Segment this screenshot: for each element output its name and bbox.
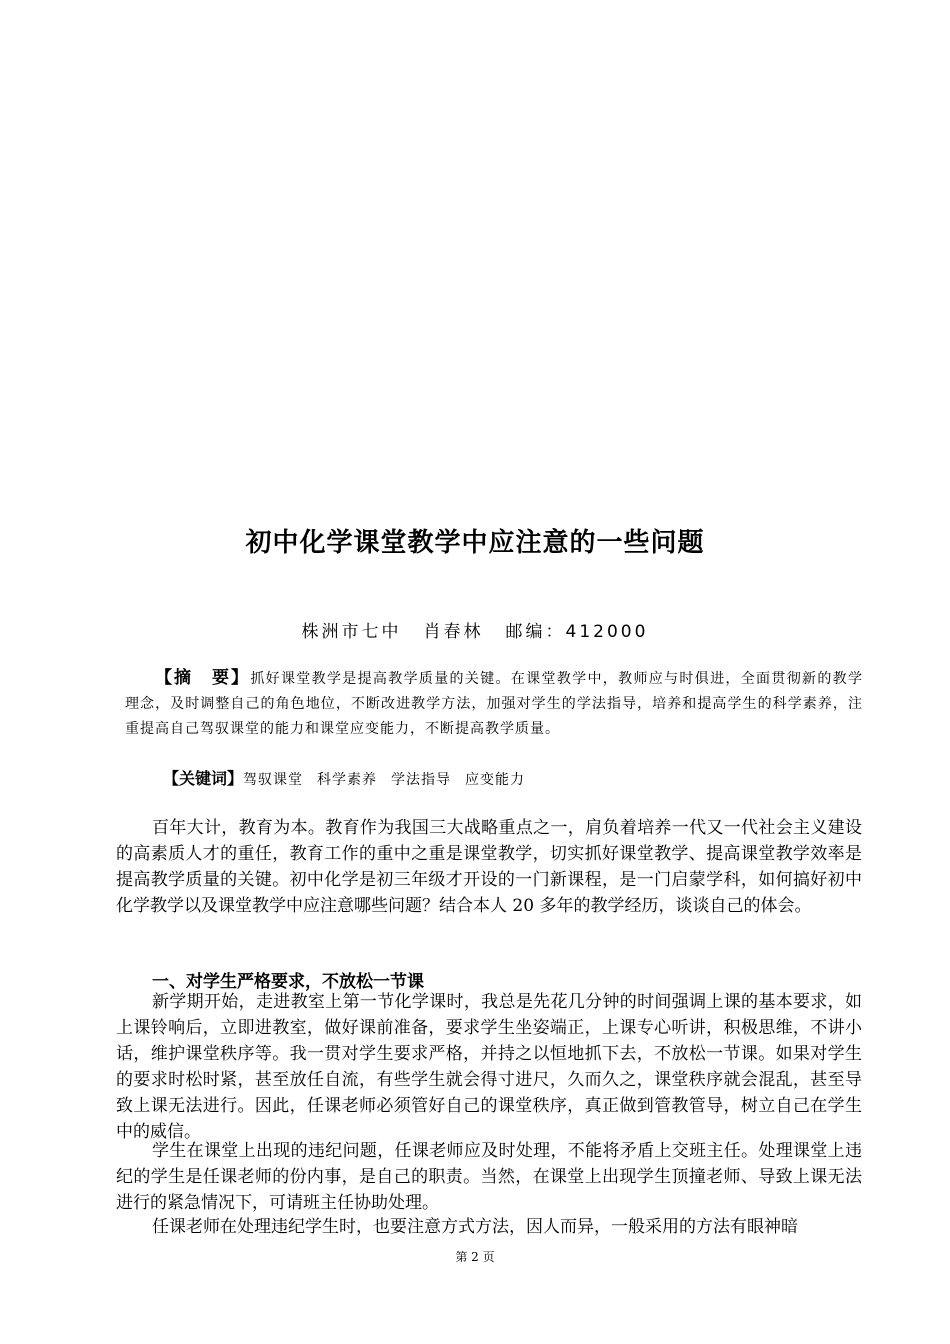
keyword: 学法指导 (391, 772, 452, 788)
intro-paragraph: 百年大计，教育为本。教育作为我国三大战略重点之一，肩负着培养一代又一代社会主义建设的高素质人才的重任，教育工作的重中之重是课堂教学，切实抓好课堂教学、提高课堂教学效率是提高教学质量的关键。初中化学是初三年级才开设的一门新课程，是一门启蒙学科，如何搞好初中化学教学以及课堂教学中应注意哪些问题？结合本人 20 多年的教学经历，谈谈自己的体会。 (116, 818, 862, 916)
keywords-label: 【关键词】 (163, 769, 244, 788)
document-title: 初中化学课堂教学中应注意的一些问题 (245, 528, 705, 558)
abstract (125, 666, 863, 742)
page-number: 第 2 页 (455, 1250, 495, 1264)
keyword: 驾驭课堂 (243, 772, 304, 788)
keywords (163, 766, 539, 789)
section-heading: 一、对学生严格要求，不放松一节课 (152, 972, 424, 992)
keyword: 应变能力 (465, 772, 526, 788)
postcode: 邮编：412000 (505, 622, 649, 642)
body-paragraph: 新学期开始，走进教室上第一节化学课时，我总是先花几分钟的时间强调上课的基本要求，如上课铃响后，立即进教室，做好课前准备，要求学生坐姿端正，上课专心听讲，积极思维，不讲小话，维护课堂秩序等。我一贯对学生要求严格，并持之以恒地抓下去，不放松一节课。如果对学生的要求时松时紧，甚至放任自流，有些学生就会得寸进尺，久而久之，课堂秩序就会混乱，甚至导致上课无法进行。因此，任课老师必须管好自己的课堂秩序，真正做到管教管导，树立自己在学生中的威信。 (116, 992, 862, 1142)
abstract-label: 【摘 要】 (155, 668, 250, 688)
body-paragraph: 学生在课堂上出现的违纪问题，任课老师应及时处理，不能将矛盾上交班主任。处理课堂上违纪的学生是任课老师的份内事，是自己的职责。当然，在课堂上出现学生顶撞老师、导致上课无法进行的紧急情况下，可请班主任协助处理。 (116, 1141, 862, 1213)
author-byline (0, 617, 950, 642)
body-paragraph: 任课老师在处理违纪学生时，也要注意方式方法，因人而异，一般采用的方法有眼神暗 (152, 1217, 798, 1237)
keyword: 科学素养 (317, 772, 378, 788)
author-name: 肖春林 (423, 622, 484, 642)
abstract-text: 抓好课堂教学是提高教学质量的关键。在课堂教学中，教师应与时俱进，全面贯彻新的教学理念，及时调整自己的角色地位，不断改进教学方法，加强对学生的学法指导，培养和提高学生的科学素养，注重提高自己驾驭课堂的能力和课堂应变能力，不断提高教学质量。 (125, 671, 863, 737)
school-name: 株洲市七中 (301, 622, 402, 642)
